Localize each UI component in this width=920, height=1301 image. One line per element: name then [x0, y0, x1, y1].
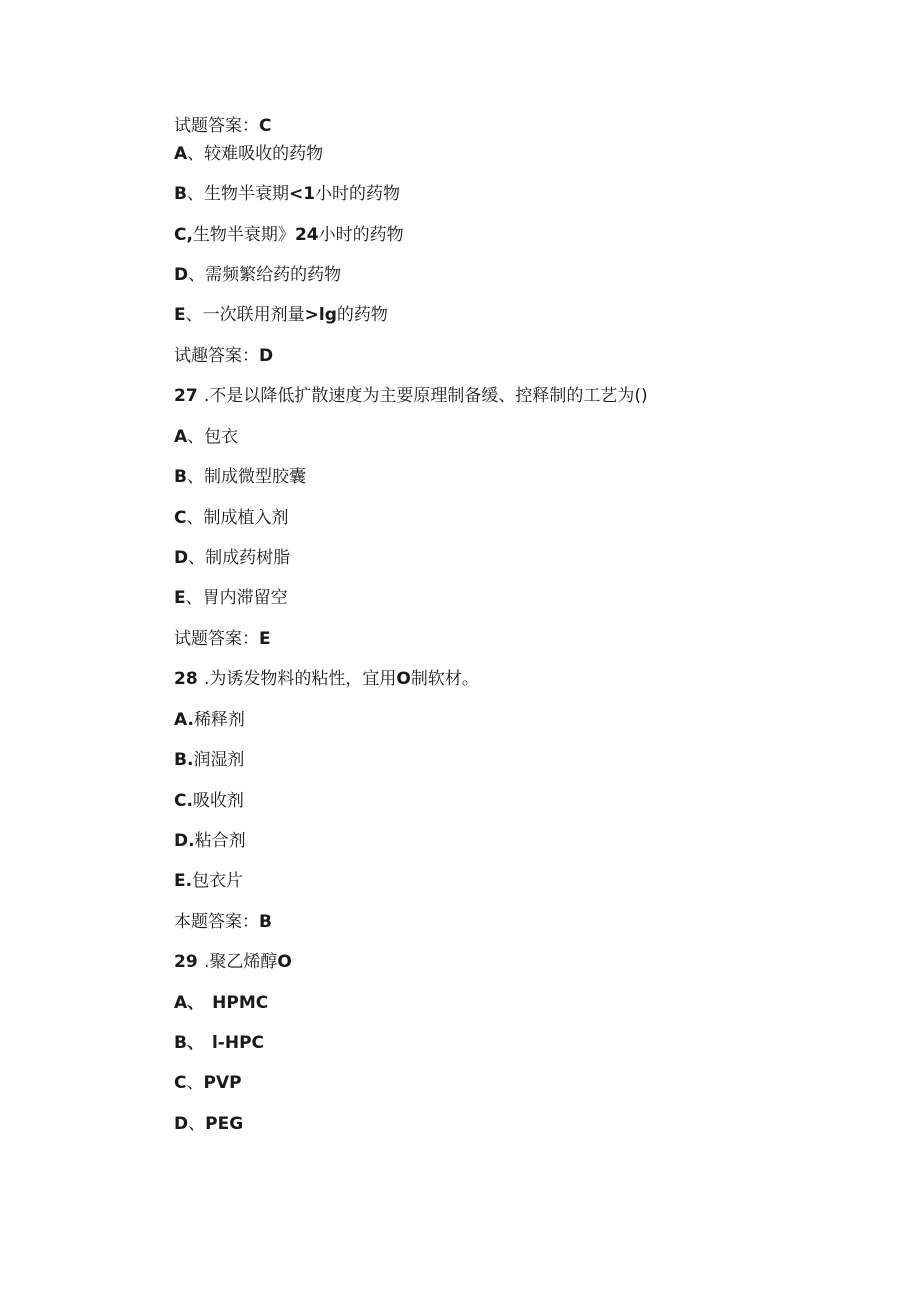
option-value: >lg [304, 305, 337, 325]
option-key: C [174, 508, 187, 528]
option-text: 粘合剂 [194, 831, 246, 851]
question-number: 29 [174, 952, 198, 972]
option-line [174, 830, 246, 852]
answer-line [174, 345, 273, 367]
option-line [174, 870, 243, 892]
option-key: D [174, 1114, 189, 1134]
option-key: B [174, 467, 187, 487]
option-key: E [174, 588, 186, 608]
option-line [174, 709, 245, 731]
option-key: A [174, 144, 188, 164]
answer-value: D [259, 346, 274, 366]
answer-value: E [259, 629, 271, 649]
option-key: B、 [174, 1033, 204, 1053]
option-key: A [174, 427, 188, 447]
option-text: HPMC [212, 993, 269, 1013]
option-text: 、制成植入剂 [186, 508, 289, 528]
option-line [174, 749, 244, 771]
question-text: .聚乙烯醇 [204, 952, 278, 972]
option-key: E [174, 305, 186, 325]
option-key: E. [174, 871, 193, 891]
option-text: l-HPC [211, 1033, 265, 1053]
option-line [174, 264, 341, 286]
option-line [174, 304, 388, 326]
option-line [174, 587, 288, 609]
option-text: 稀释剂 [193, 710, 245, 730]
option-line [174, 143, 323, 165]
option-text: 生物半衰期》 [192, 225, 295, 245]
question-number: 27 [174, 386, 198, 406]
option-key: A. [174, 710, 194, 730]
option-value: PVP [203, 1073, 242, 1093]
option-text: 润湿剂 [193, 750, 245, 770]
option-key: C. [174, 791, 193, 811]
option-line [174, 224, 404, 246]
option-line [174, 183, 400, 205]
option-key: C, [174, 225, 193, 245]
answer-label: 试题答案： [174, 629, 259, 649]
option-text: 、制成药树脂 [188, 548, 291, 568]
question-line [174, 668, 479, 690]
option-key: B. [174, 750, 194, 770]
option-text-tail: 小时的药物 [315, 184, 401, 204]
option-text: 、生物半衰期 [186, 184, 289, 204]
option-text: 、较难吸收的药物 [187, 144, 324, 164]
option-text: 、制成微型胶囊 [186, 467, 306, 487]
option-value: PEG [205, 1114, 244, 1134]
option-value: <1 [288, 184, 316, 204]
answer-label: 试题答案： [174, 116, 259, 136]
option-text: 、 [188, 1114, 206, 1134]
option-text: 、需频繁给药的药物 [188, 265, 342, 285]
option-text-tail: 的药物 [336, 305, 388, 325]
answer-line [174, 115, 271, 137]
option-line [174, 426, 238, 448]
option-line [174, 1072, 242, 1094]
option-line [174, 507, 288, 529]
option-text: 、胃内滞留空 [185, 588, 288, 608]
option-line [174, 1113, 243, 1135]
question-text: .为诱发物料的粘性，宜用 [204, 669, 397, 689]
option-key: D. [174, 831, 195, 851]
answer-value: C [259, 116, 272, 136]
answer-label: 本题答案： [174, 912, 259, 932]
option-line [174, 466, 306, 488]
answer-value: B [259, 912, 272, 932]
answer-line [174, 911, 272, 933]
option-line [174, 1032, 264, 1054]
option-key: A、 [174, 993, 205, 1013]
option-text: 、包衣 [187, 427, 239, 447]
option-key: B [174, 184, 187, 204]
answer-label: 试趣答案： [174, 346, 259, 366]
question-blank: O [277, 952, 292, 972]
question-number: 28 [174, 669, 198, 689]
option-key: D [174, 265, 189, 285]
question-line [174, 951, 292, 973]
question-text: .不是以降低扩散速度为主要原理制备缓、控释制的工艺为() [204, 386, 648, 406]
option-text: 、 [186, 1073, 204, 1093]
question-blank: O [396, 669, 411, 689]
option-text-tail: 小时的药物 [318, 225, 404, 245]
option-value: 24 [294, 225, 319, 245]
option-key: D [174, 548, 189, 568]
option-key: C [174, 1073, 187, 1093]
option-text: 吸收剂 [192, 791, 244, 811]
question-line [174, 385, 648, 407]
option-text: 、一次联用剂量 [185, 305, 305, 325]
option-text: 包衣片 [192, 871, 244, 891]
option-line [174, 790, 244, 812]
option-line [174, 992, 268, 1014]
question-text-tail: 制软材。 [410, 669, 479, 689]
answer-line [174, 628, 271, 650]
option-line [174, 547, 290, 569]
